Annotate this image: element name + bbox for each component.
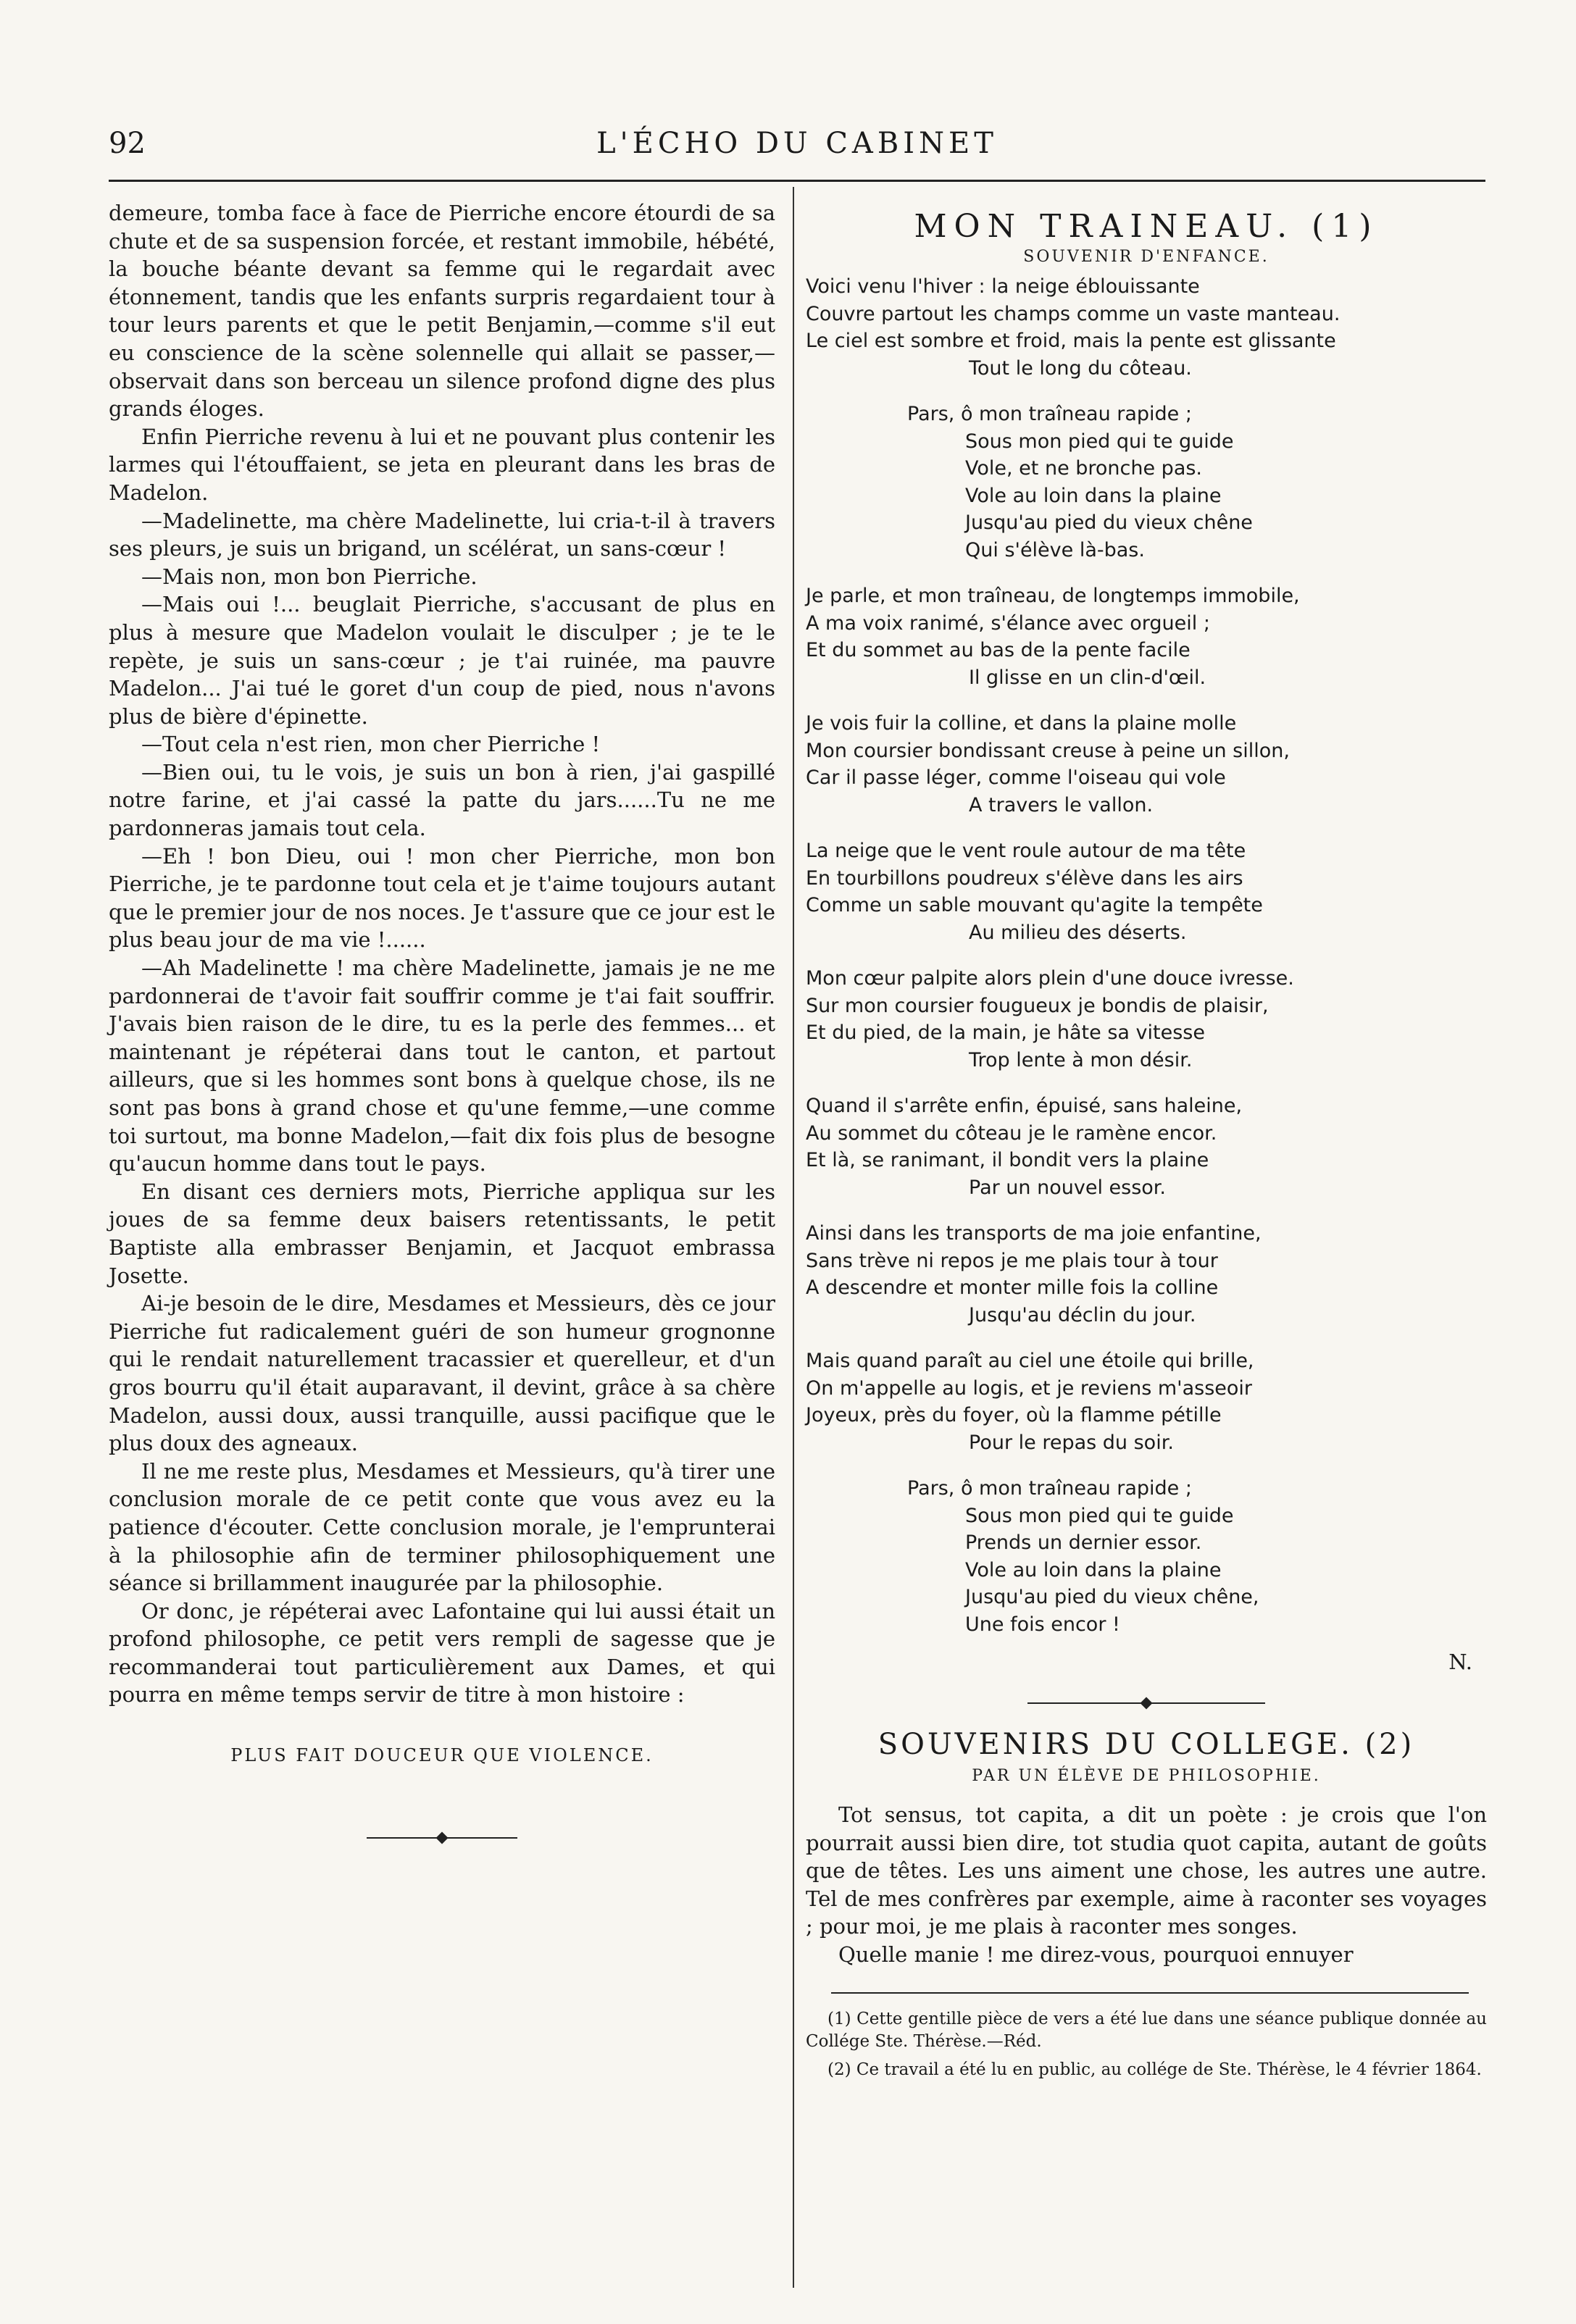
verse-line: Au sommet du côteau je le ramène encor. [806, 1121, 1217, 1145]
refrain [806, 1475, 1487, 1638]
paragraph: —Mais oui !... beuglait Pierriche, s'accusant de plus en plus à mesure que Madelon voulait le disculper ; je te le repète, je suis un sans-cœur ; je t'ai ruinée, ma pauvre Madelon... J'ai tué le goret d'un coup de pied, nous n'avons plus de bière d'épinette. [109, 592, 775, 729]
verse-line: Ainsi dans les transports de ma joie enfantine, [806, 1222, 1262, 1245]
right-column [806, 199, 1487, 2087]
verse-line: Jusqu'au pied du vieux chêne [965, 511, 1253, 534]
verse-line: Comme un sable mouvant qu'agite la tempête [806, 894, 1263, 916]
paragraph: Ai-je besoin de le dire, Mesdames et Messieurs, dès ce jour Pierriche fut radicalement guéri de son humeur grognonne qui le rendait naturellement tracassier et querelleur, et d'un gros bourru qu'il était auparavant, il devint, grâce à sa chère Madelon, aussi doux, aussi tranquille, aussi pacifique que le plus doux des agneaux. [109, 1291, 775, 1456]
verse-line: Tout le long du côteau. [969, 356, 1192, 380]
paragraph: En disant ces derniers mots, Pierriche appliqua sur les joues de sa femme deux baisers retentissants, le petit Baptiste alla embrasser Benjamin, et Jacquot embrassa Josette. [109, 1179, 775, 1288]
ornament-diamond [1141, 1697, 1153, 1710]
paragraph: —Bien oui, tu le vois, je suis un bon à rien, j'ai gaspillé notre farine, et j'ai cassé la patte du jars......Tu ne me pardonneras jamais tout cela. [109, 759, 775, 841]
verse-line: Sur mon coursier fougueux je bondis de plaisir, [806, 994, 1269, 1017]
verse-line: Et là, se ranimant, il bondit vers la plaine [806, 1149, 1209, 1171]
verse-line: Et du sommet au bas de la pente facile [806, 639, 1191, 661]
verse-line: Voici venu l'hiver : la neige éblouissante [806, 275, 1200, 298]
verse-line: Mon cœur palpite alors plein d'une douce ivresse. [806, 967, 1294, 990]
paragraph: —Eh ! bon Dieu, oui ! mon cher Pierriche, mon bon Pierriche, je te pardonne tout cela et je t'aime toujours autant que le premier jour de nos noces. Je t'assure que ce jour est le plus beau jour de ma vie !...... [109, 843, 775, 953]
ornament-line [445, 1837, 517, 1839]
verse-line: Mais quand paraît au ciel une étoile qui brille, [806, 1350, 1254, 1372]
verse-line: Pars, ô mon traîneau rapide ; [907, 403, 1192, 425]
stanza [806, 273, 1487, 382]
verse-line: Je parle, et mon traîneau, de longtemps immobile, [806, 585, 1300, 607]
closing-title: PLUS FAIT DOUCEUR QUE VIOLENCE. [230, 1745, 654, 1766]
poem-title: MON TRAINEAU. (1) [914, 208, 1379, 245]
verse-line: Vole au loin dans la plaine [965, 1558, 1222, 1581]
stanza [806, 1220, 1487, 1329]
section-ornament [806, 1689, 1487, 1718]
ornament-line [1027, 1702, 1143, 1704]
verse-line: Vole, et ne bronche pas. [965, 457, 1203, 480]
verse-line: A ma voix ranimé, s'élance avec orgueil ; [806, 611, 1210, 635]
page-header [109, 120, 1485, 170]
verse-line: Il glisse en un clin-d'œil. [969, 666, 1206, 689]
paragraph: Or donc, je répéterai avec Lafontaine qui lui aussi était un profond philosophe, ce petit vers rempli de sagesse que je recommanderai tout particulièrement aux Dames, et qui pourra en même temps servir de titre à mon histoire : [109, 1598, 775, 1708]
verse-line: La neige que le vent roule autour de ma tête [806, 840, 1246, 862]
verse-line: Et du pied, de la main, je hâte sa vitesse [806, 1021, 1205, 1044]
verse-line: Couvre partout les champs comme un vaste manteau. [806, 302, 1341, 325]
verse-line: Mon coursier bondissant creuse à peine un sillon, [806, 739, 1290, 762]
verse-line: En tourbillons poudreux s'élève dans les airs [806, 866, 1243, 890]
verse-line: Je vois fuir la colline, et dans la plaine molle [806, 712, 1237, 735]
paragraph: Tot sensus, tot capita, a dit un poète : je crois que l'on pourrait aussi bien dire, tot studia quot capita, autant de goûts que de têtes. Les uns aiment une chose, les autres une autre. Tel de mes confrères par exemple, aime à raconter ses voyages ; pour moi, je me plais à raconter mes songes. [806, 1802, 1487, 1939]
footnote: (1) Cette gentille pièce de vers a été lue dans une séance publique donnée au Collége Ste. Thérèse.—Réd. [806, 2009, 1487, 2051]
footnote: (2) Ce travail a été lu en public, au collége de Ste. Thérèse, le 4 février 1864. [827, 2060, 1482, 2079]
end-ornament [109, 1823, 775, 1852]
verse-line: Une fois encor ! [965, 1613, 1120, 1636]
paragraph: —Ah Madelinette ! ma chère Madelinette, jamais je ne me pardonnerai de t'avoir fait souffrir comme je t'ai fait souffrir. J'avais bien raison de le dire, tu es la perle des femmes... et maintenant je répéterai dans tout le canton, et partout ailleurs, que si les hommes sont bons à quelque chose, ils ne sont pas bons à grand chose et qu'une femme,—une comme toi surtout, ma bonne Madelon,—fait dix fois plus de besogne qu'aucun homme dans tout le pays. [109, 956, 775, 1176]
stanza [806, 837, 1487, 946]
stanza [806, 582, 1487, 691]
verse-line: Vole au loin dans la plaine [965, 484, 1222, 507]
essay-body [806, 1801, 1487, 1969]
verse-line: Trop lente à mon désir. [969, 1048, 1193, 1071]
verse-line: Le ciel est sombre et froid, mais la pente est glissante [806, 330, 1336, 352]
stanza [806, 1092, 1487, 1201]
verse-line: A descendre et monter mille fois la colline [806, 1276, 1219, 1299]
running-title: L'ÉCHO DU CABINET [596, 127, 998, 160]
ornament-line [1149, 1702, 1265, 1704]
paragraph: —Mais non, mon bon Pierriche. [141, 564, 478, 589]
verse-line: Car il passe léger, comme l'oiseau qui vole [806, 766, 1226, 789]
verse-line: Sous mon pied qui te guide [965, 1504, 1234, 1527]
verse-line: Joyeux, près du foyer, où la flamme pétille [806, 1404, 1222, 1426]
verse-line: Prends un dernier essor. [965, 1531, 1202, 1554]
stanza [806, 1347, 1487, 1456]
paragraph: Quelle manie ! me direz-vous, pourquoi ennuyer [838, 1941, 1354, 1967]
page-number: 92 [109, 127, 146, 160]
left-column [109, 199, 775, 1852]
paragraph: —Madelinette, ma chère Madelinette, lui cria-t-il à travers ses pleurs, je suis un brigand, un scélérat, un sans-cœur ! [109, 508, 775, 561]
verse-line: Par un nouvel essor. [969, 1176, 1166, 1199]
paragraph: demeure, tomba face à face de Pierriche encore étourdi de sa chute et de sa suspension forcée, et restant immobile, hébété, la bouche béante devant sa femme qui le regardait avec étonnement, tandis que les enfants surpris regardaient tour à tour leurs parents et que le petit Benjamin,—comme s'il eut eu conscience de la scène solennelle qui allait se passer,—observait dans son berceau un silence profond digne des plus grands éloges. [109, 201, 775, 422]
ornament-line [367, 1837, 439, 1839]
verse-line: Qui s'élève là-bas. [965, 538, 1145, 561]
essay-byline: PAR UN ÉLÈVE DE PHILOSOPHIE. [972, 1767, 1321, 1785]
header-rule [109, 180, 1485, 182]
refrain [806, 401, 1487, 564]
poem-subtitle: SOUVENIR D'ENFANCE. [1023, 248, 1269, 266]
verse-line: Quand il s'arrête enfin, épuisé, sans haleine, [806, 1095, 1243, 1117]
footnote-rule [831, 1992, 1469, 1994]
ornament-diamond [436, 1832, 449, 1844]
column-divider [793, 187, 794, 2288]
verse-line: Pour le repas du soir. [969, 1431, 1174, 1454]
poem-signature: N. [1448, 1650, 1472, 1674]
verse-line: Au milieu des déserts. [969, 921, 1187, 944]
verse-line: Jusqu'au pied du vieux chêne, [965, 1586, 1259, 1608]
paragraph: Il ne me reste plus, Mesdames et Messieurs, qu'à tirer une conclusion morale de ce petit conte que vous avez eu la patience d'écouter. Cette conclusion morale, je l'emprunterai à la philosophie afin de terminer philosophiquement une séance si brillamment inaugurée par la philosophie. [109, 1458, 775, 1596]
paragraph: Enfin Pierriche revenu à lui et ne pouvant plus contenir les larmes qui l'étouffaient, se jeta en pleurant dans les bras de Madelon. [109, 424, 775, 505]
paragraph: —Tout cela n'est rien, mon cher Pierriche ! [141, 732, 601, 757]
stanza [806, 710, 1487, 819]
verse-line: Jusqu'au déclin du jour. [969, 1303, 1196, 1326]
essay-title: SOUVENIRS DU COLLEGE. (2) [877, 1728, 1415, 1761]
verse-line: Sans trève ni repos je me plais tour à tour [806, 1249, 1218, 1272]
verse-line: Pars, ô mon traîneau rapide ; [907, 1477, 1192, 1500]
verse-line: Sous mon pied qui te guide [965, 430, 1234, 453]
stanza [806, 965, 1487, 1074]
verse-line: On m'appelle au logis, et je reviens m'asseoir [806, 1376, 1253, 1400]
verse-line: A travers le vallon. [969, 793, 1154, 816]
